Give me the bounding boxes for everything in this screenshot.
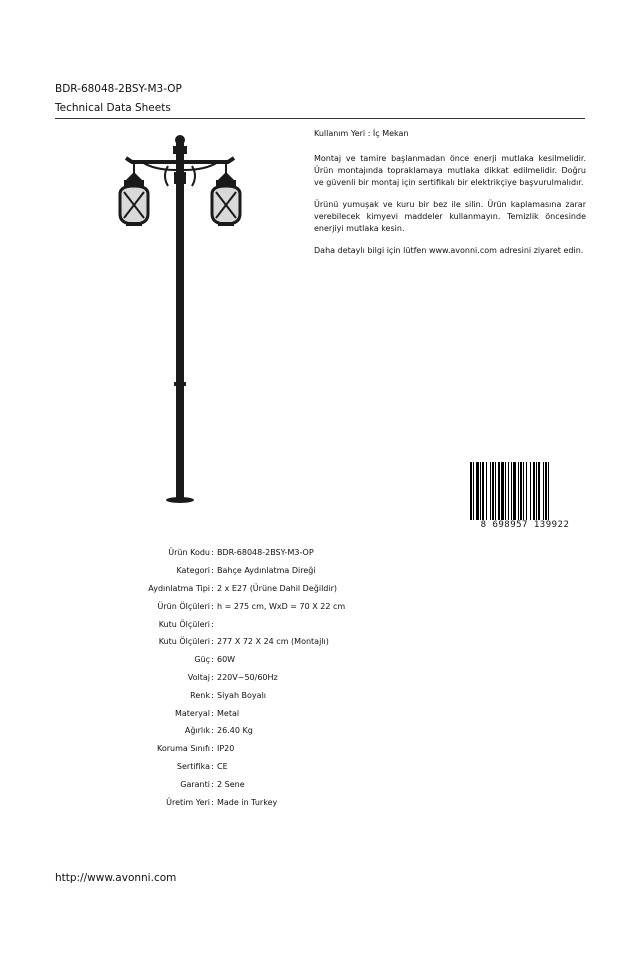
- spec-row: [60, 704, 460, 722]
- sheet-title: Technical Data Sheets: [55, 102, 171, 114]
- barcode-bars: [466, 462, 584, 522]
- spec-label: Kutu Ölçüleri: [158, 637, 210, 647]
- spec-value: 277 X 72 X 24 cm (Montajlı): [217, 637, 329, 647]
- info-text-block: [314, 128, 586, 267]
- spec-separator: :: [211, 761, 214, 771]
- spec-separator: :: [211, 690, 214, 700]
- header-divider: [55, 118, 585, 119]
- spec-label: Ürün Kodu: [168, 548, 210, 558]
- spec-value: Bahçe Aydınlatma Direği: [217, 566, 316, 576]
- spec-label: Üretim Yeri: [166, 797, 210, 807]
- cleaning-instructions: Ürünü yumuşak ve kuru bir bez ile silin. Ürün kaplamasına zarar verebilecek kimyevi maddeler kullanmayın. Temizlik öncesinde enerjiyi mutlaka kesin.: [314, 200, 586, 233]
- spec-row: [60, 793, 460, 811]
- spec-row: [60, 775, 460, 793]
- more-info-note: Daha detaylı bilgi için lütfen www.avonni.com adresini ziyaret edin.: [314, 246, 584, 255]
- spec-row: [60, 740, 460, 758]
- spec-row: [60, 669, 460, 687]
- spec-separator: :: [211, 797, 214, 807]
- lamp-post-image: [110, 132, 250, 507]
- spec-value: h = 275 cm, WxD = 70 X 22 cm: [217, 601, 346, 611]
- spec-label: Renk: [190, 690, 210, 700]
- spec-label: Ağırlık: [184, 726, 210, 736]
- spec-value: Siyah Boyalı: [217, 690, 267, 700]
- spec-row: [60, 686, 460, 704]
- spec-value: Metal: [217, 708, 240, 718]
- spec-table: [60, 544, 460, 811]
- spec-separator: :: [211, 744, 214, 754]
- barcode: [466, 462, 584, 532]
- spec-row: [60, 633, 460, 651]
- spec-value: 220V~50/60Hz: [217, 672, 278, 682]
- spec-label: Ürün Ölçüleri: [157, 601, 210, 611]
- spec-label: Voltaj: [187, 672, 210, 682]
- spec-separator: :: [211, 708, 214, 718]
- spec-value: Made in Turkey: [217, 797, 278, 807]
- spec-separator: :: [211, 637, 214, 647]
- spec-label: Kategori: [176, 566, 210, 576]
- spec-label: Garanti: [180, 779, 210, 789]
- spec-row: [60, 544, 460, 562]
- footer-url: http://www.avonni.com: [55, 872, 177, 884]
- spec-label: Koruma Sınıfı: [157, 744, 210, 754]
- spec-separator: :: [211, 672, 214, 682]
- spec-row: [60, 615, 460, 633]
- spec-label: Güç: [194, 655, 210, 665]
- spec-label: Aydınlatma Tipi: [148, 583, 210, 593]
- spec-row: [60, 722, 460, 740]
- spec-value: CE: [217, 761, 228, 771]
- spec-value: 2 x E27 (Ürüne Dahil Değildir): [217, 583, 337, 593]
- spec-separator: :: [211, 655, 214, 665]
- barcode-digits: 8 698957 139922: [466, 520, 584, 530]
- usage-location: Kullanım Yeri : İç Mekan: [314, 129, 409, 138]
- spec-label: Kutu Ölçüleri: [158, 619, 210, 629]
- spec-row: [60, 562, 460, 580]
- spec-value: 26.40 Kg: [217, 726, 253, 736]
- spec-label: Materyal: [174, 708, 210, 718]
- spec-row: [60, 580, 460, 598]
- spec-value: 2 Sene: [217, 779, 245, 789]
- spec-value: 60W: [217, 655, 236, 665]
- spec-separator: :: [211, 726, 214, 736]
- header: [55, 82, 585, 115]
- spec-separator: :: [211, 548, 214, 558]
- spec-label: Sertifika: [176, 761, 210, 771]
- spec-separator: :: [211, 566, 214, 576]
- spec-separator: :: [211, 601, 214, 611]
- spec-separator: :: [211, 779, 214, 789]
- spec-separator: :: [211, 619, 214, 629]
- spec-separator: :: [211, 583, 214, 593]
- spec-row: [60, 651, 460, 669]
- product-code-title: BDR-68048-2BSY-M3-OP: [55, 83, 182, 95]
- spec-value: IP20: [217, 744, 235, 754]
- installation-warning: Montaj ve tamire başlanmadan önce enerji mutlaka kesilmelidir. Ürün montajında topraklamaya mutlaka dikkat edilmelidir. Doğru ve güvenli bir montaj için sertifikalı bir elektrikçiye başvurulmalıdır.: [314, 154, 586, 187]
- spec-value: BDR-68048-2BSY-M3-OP: [217, 548, 314, 558]
- spec-row: [60, 597, 460, 615]
- spec-row: [60, 758, 460, 776]
